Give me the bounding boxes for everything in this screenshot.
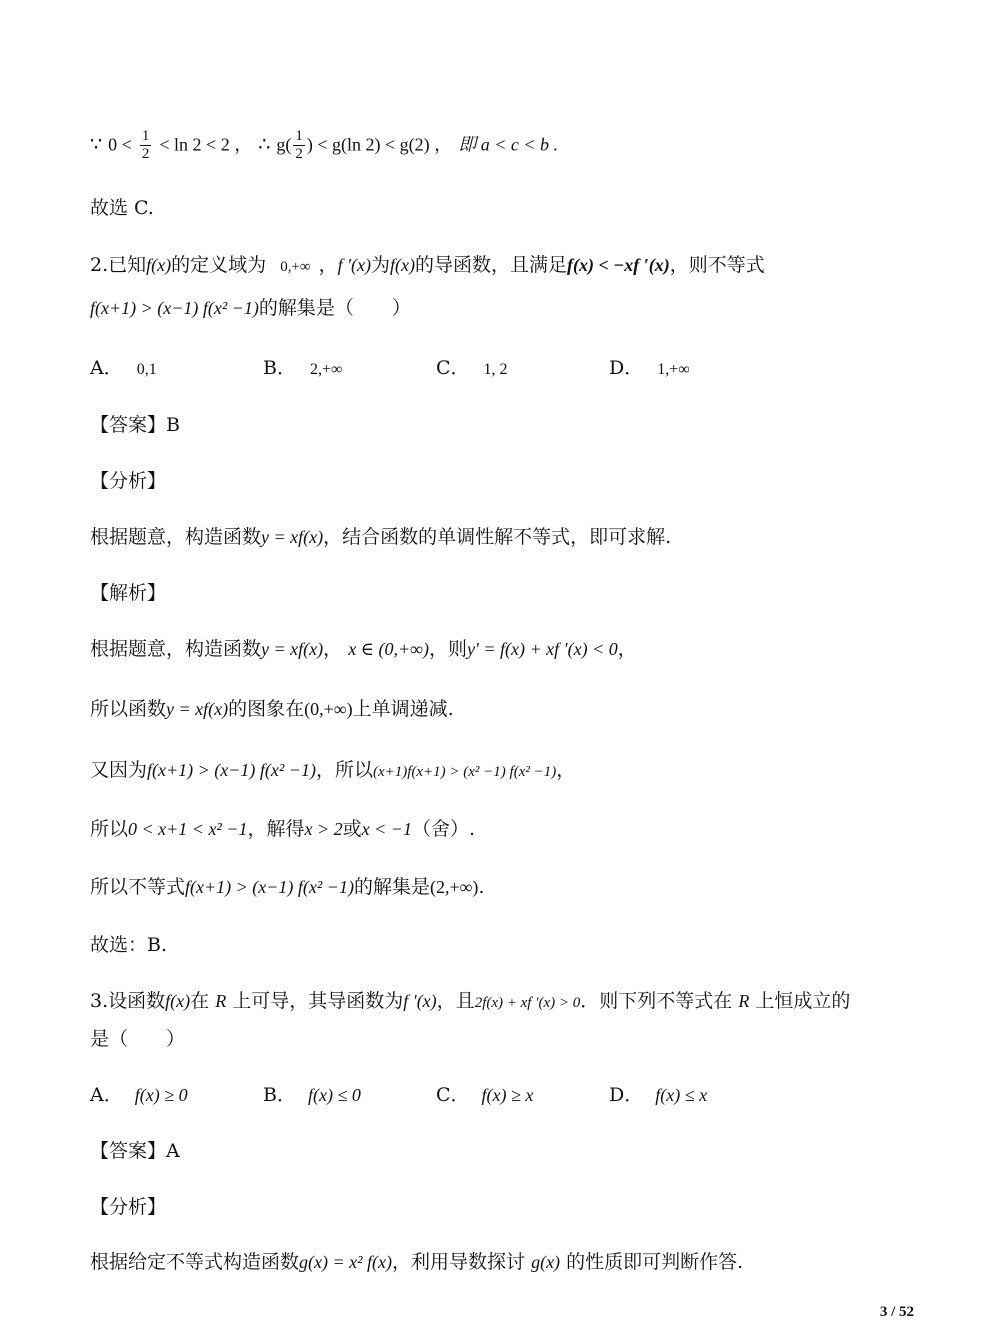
math-expression: (x+1)f(x+1) > (x² −1) f(x² −1)	[372, 764, 557, 780]
math-expression: (0,+∞)	[304, 699, 353, 719]
question-text: 的导函数，且满足	[415, 254, 568, 276]
analysis-part: ，利用导数探讨	[392, 1251, 526, 1273]
solution-part: ，	[556, 759, 576, 781]
therefore-symbol: ∴	[258, 133, 271, 156]
math-expression: f ′(x)	[337, 255, 372, 275]
math-expression: (2,+∞)	[429, 877, 479, 897]
question-text: ，且	[436, 990, 475, 1012]
inequality-part: g(	[276, 134, 292, 155]
solution-continuation-line	[90, 128, 912, 163]
solution-part: ，则	[428, 638, 467, 660]
option-d	[609, 355, 690, 383]
question-text: 2.已知	[90, 254, 147, 276]
fraction-one-half	[293, 128, 305, 163]
analysis-part: ，结合函数的单调性解不等式，即可求解.	[323, 526, 672, 548]
solution-line-2	[90, 696, 912, 722]
analysis-heading: 【分析】	[90, 470, 167, 492]
solution-line-6: 故选：B.	[90, 934, 168, 956]
inequality-expression: f(x+1) > (x−1) f(x² −1)	[90, 298, 259, 318]
option-label: D．	[609, 1084, 644, 1106]
inequality-part: < ln 2 < 2 ，	[159, 134, 253, 155]
question-text: 的解集是（ ）	[258, 297, 411, 319]
condition-expression: f(x) < −xf ′(x)	[567, 255, 670, 275]
math-expression: x < −1	[361, 819, 412, 839]
inequality-part: 0 <	[108, 134, 132, 155]
option-label: B．	[263, 1084, 296, 1106]
question-text: 的定义域为	[171, 254, 267, 276]
math-expression: f(x)	[146, 255, 172, 275]
page-number: 3 / 52	[879, 1304, 914, 1320]
question-text: ，则不等式	[669, 254, 765, 276]
fraction-denominator: 2	[141, 146, 150, 162]
fraction-numerator: 1	[141, 128, 150, 144]
math-expression: y′ = f(x) + xf ′(x) < 0	[466, 639, 618, 659]
math-expression: f(x)	[165, 991, 191, 1011]
math-expression: x > 2	[304, 819, 343, 839]
math-expression: R	[738, 991, 750, 1011]
analysis-part: 根据题意，构造函数	[90, 526, 262, 548]
option-label: A．	[90, 357, 123, 379]
question-text: ，	[318, 254, 338, 276]
option-value: 0,1	[136, 361, 157, 378]
option-a	[90, 355, 157, 383]
math-expression: f ′(x)	[403, 991, 437, 1011]
question-text: 3.设函数	[90, 990, 166, 1012]
fraction-denominator: 2	[295, 146, 303, 162]
solution-part: 所以不等式	[90, 876, 186, 898]
fraction-one-half	[140, 128, 152, 163]
option-d	[609, 1082, 707, 1108]
solution-part: 根据题意，构造函数	[90, 638, 262, 660]
solution-part: 又因为	[90, 759, 148, 781]
math-expression: 0 < x+1 < x² −1	[128, 819, 248, 839]
option-value: f(x) ≥ 0	[134, 1085, 188, 1105]
option-c	[436, 1082, 533, 1108]
math-expression: g(x) = x² f(x)	[299, 1252, 393, 1272]
answer-heading: 【答案】A	[90, 1140, 180, 1162]
domain-expression: 0,+∞	[280, 259, 311, 275]
option-label: A．	[90, 1084, 123, 1106]
solution-part: 所以	[90, 818, 129, 840]
solution-part: ，	[323, 638, 343, 660]
math-expression: R	[215, 991, 227, 1011]
inequality-part: ) < g(ln 2) < g(2) ，	[306, 134, 453, 155]
analysis-part: 的性质即可判断作答.	[566, 1251, 744, 1273]
question-2-stem	[90, 252, 912, 280]
math-expression: f(x+1) > (x−1) f(x² −1)	[147, 760, 316, 780]
math-expression: g(x)	[531, 1252, 561, 1272]
solution-part: ，所以	[315, 759, 373, 781]
solution-part: 的解集是	[353, 876, 430, 898]
math-expression: y = xf(x)	[261, 639, 324, 659]
option-value: 2,+∞	[309, 361, 343, 378]
option-value: f(x) ≥ x	[481, 1085, 534, 1105]
question-3-stem-line-2: 是（ ）	[90, 1028, 186, 1050]
math-expression: x ∈ (0,+∞)	[348, 639, 429, 659]
math-expression: y = xf(x)	[166, 699, 229, 719]
solution-part: ，解得	[247, 818, 305, 840]
analysis-text	[90, 1249, 912, 1275]
condition-expression: 2f(x) + xf ′(x) > 0	[474, 995, 581, 1011]
solution-part: 或	[342, 818, 362, 840]
solution-line-3	[90, 757, 912, 785]
question-2-stem-line-2	[90, 295, 912, 321]
answer-heading: 【答案】B	[90, 414, 180, 436]
solution-line-1	[90, 636, 912, 662]
analysis-text	[90, 524, 912, 550]
option-value: 1, 2	[483, 361, 508, 378]
because-symbol: ∵	[90, 133, 103, 156]
question-3-stem	[90, 988, 912, 1016]
option-value: f(x) ≤ 0	[307, 1085, 361, 1105]
option-value: 1,+∞	[657, 361, 690, 378]
fraction-numerator: 1	[295, 128, 303, 144]
option-b	[263, 1082, 361, 1108]
option-label: C．	[436, 1084, 470, 1106]
option-label: D．	[609, 357, 644, 379]
question-text: 在	[190, 990, 210, 1012]
solution-part: （舍）.	[411, 818, 475, 840]
solution-part: 上单调递减.	[352, 698, 454, 720]
option-label: C．	[436, 357, 470, 379]
math-expression: f(x+1) > (x−1) f(x² −1)	[185, 877, 354, 897]
question-text: 为	[371, 254, 391, 276]
math-expression: y = xf(x)	[261, 527, 324, 547]
solution-part: .	[478, 876, 485, 898]
option-label: B．	[263, 357, 296, 379]
conclusion-text: 即 a < c < b .	[458, 134, 559, 155]
solution-part: 所以函数	[90, 698, 167, 720]
analysis-part: 根据给定不等式构造函数	[90, 1251, 300, 1273]
option-c	[436, 355, 508, 383]
solution-line-4	[90, 816, 912, 842]
question-text: 上可导，其导函数为	[232, 990, 404, 1012]
answer-choice-line: 故选 C.	[90, 197, 154, 219]
solution-heading: 【解析】	[90, 582, 167, 604]
question-text: ．则下列不等式在	[580, 990, 733, 1012]
option-value: f(x) ≤ x	[655, 1085, 708, 1105]
math-expression: f(x)	[390, 255, 416, 275]
question-text: 上恒成立的	[755, 990, 851, 1012]
solution-part: 的图象在	[228, 698, 305, 720]
option-a	[90, 1082, 188, 1108]
analysis-heading: 【分析】	[90, 1196, 167, 1218]
option-b	[263, 355, 342, 383]
solution-line-5	[90, 874, 912, 900]
solution-part: ，	[617, 638, 637, 660]
